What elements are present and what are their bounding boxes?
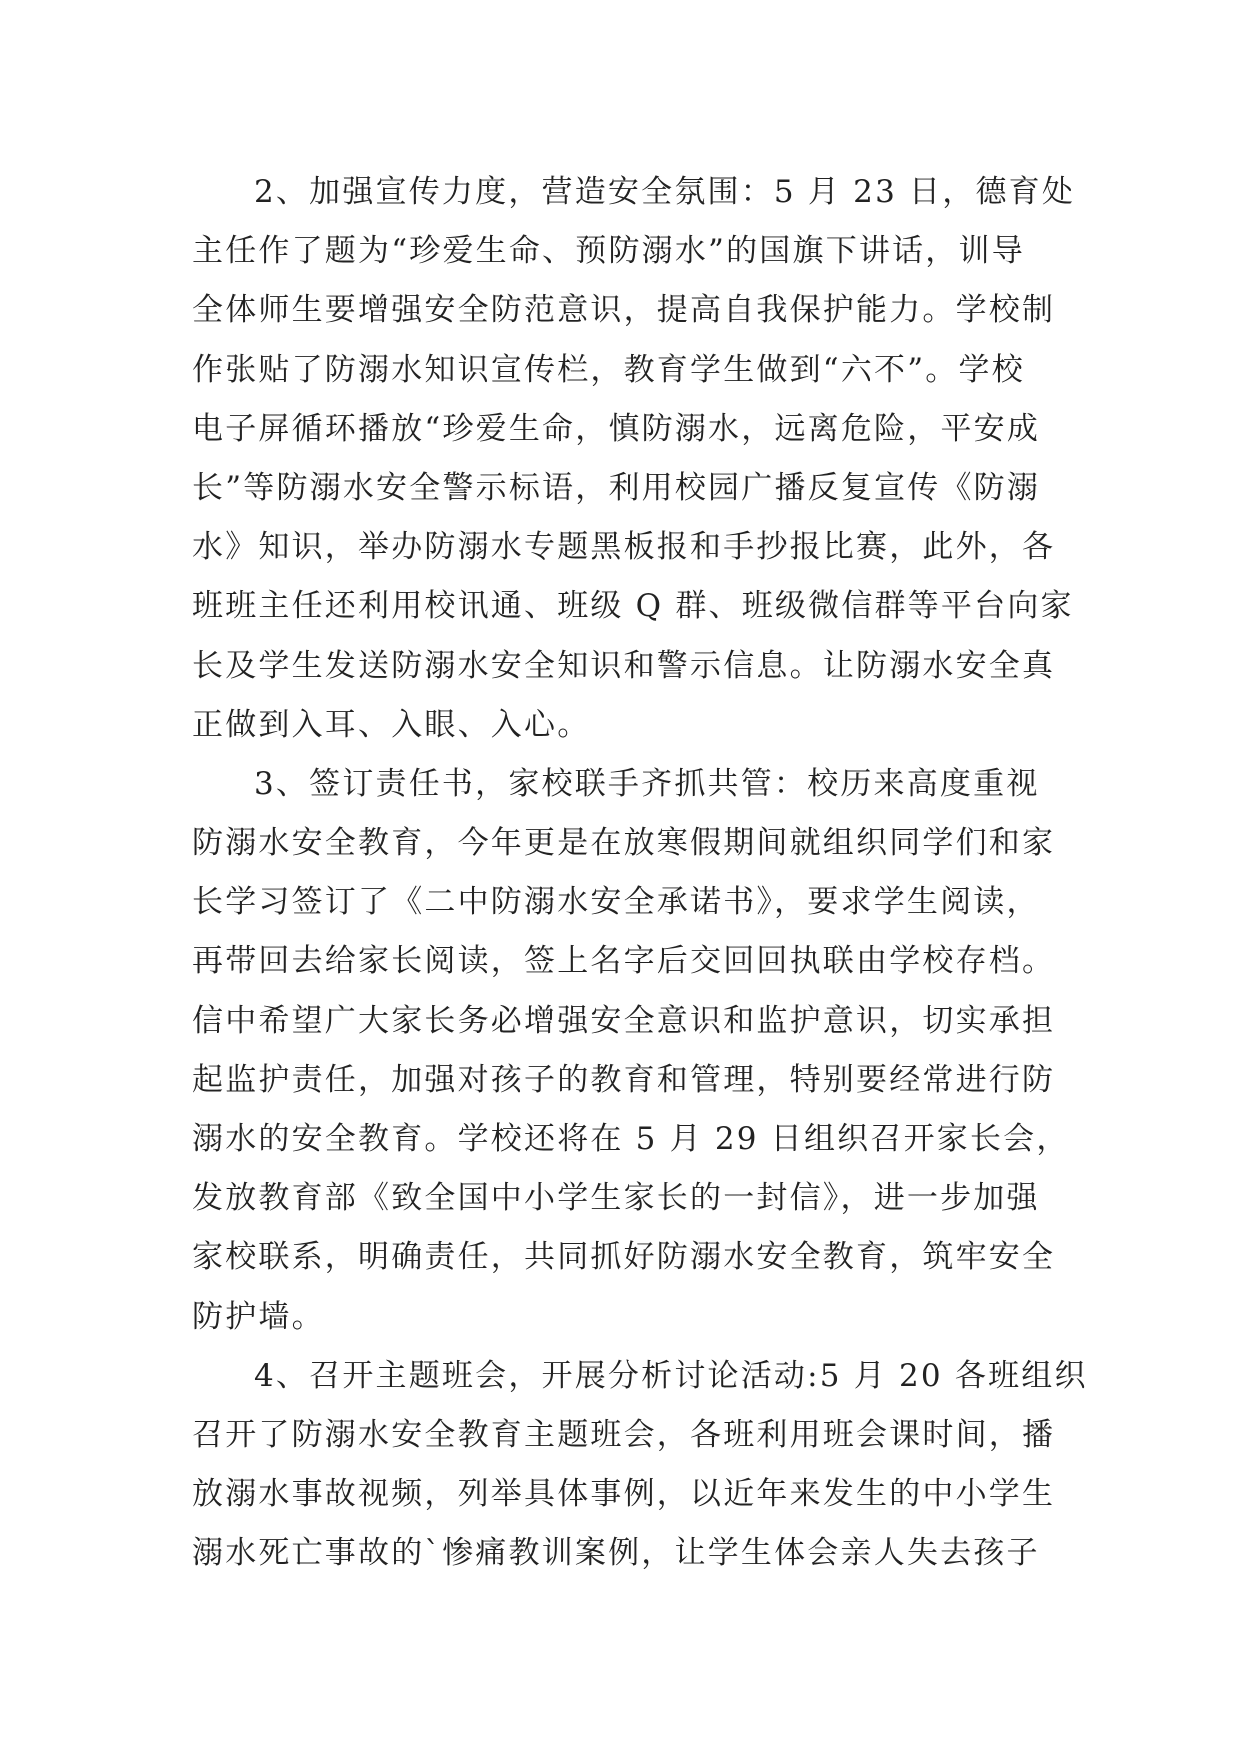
- paragraph-3-line-7: 溺水的安全教育。学校还将在 5 月 29 日组织召开家长会，: [192, 1121, 1070, 1157]
- paragraph-3-line-6: 起监护责任，加强对孩子的教育和管理，特别要经常进行防: [192, 1061, 1056, 1098]
- paragraph-2-line-7: 水》知识，举办防溺水专题黑板报和手抄报比赛，此外，各: [192, 529, 1056, 566]
- paragraph-4-line-2: 召开了防溺水安全教育主题班会，各班利用班会课时间，播: [192, 1416, 1056, 1453]
- paragraph-3-line-1: 3、签订责任书，家校联手齐抓共管：校历来高度重视: [254, 765, 1040, 802]
- paragraph-4-line-3: 放溺水事故视频，列举具体事例，以近年来发生的中小学生: [192, 1476, 1056, 1513]
- paragraph-3-line-10: 防护墙。: [192, 1298, 325, 1335]
- paragraph-3-line-8: 发放教育部《致全国中小学生家长的一封信》，进一步加强: [192, 1180, 1040, 1217]
- paragraph-2-line-3: 全体师生要增强安全防范意识，提高自我保护能力。学校制: [192, 292, 1056, 329]
- paragraph-3-line-9: 家校联系，明确责任，共同抓好防溺水安全教育，筑牢安全: [192, 1239, 1056, 1276]
- paragraph-3-line-2: 防溺水安全教育，今年更是在放寒假期间就组织同学们和家: [192, 825, 1056, 862]
- document-body: [192, 163, 1088, 1584]
- paragraph-3-line-4: 再带回去给家长阅读，签上名字后交回回执联由学校存档。: [192, 943, 1056, 980]
- paragraph-4-line-4: 溺水死亡事故的`惨痛教训案例，让学生体会亲人失去孩子: [192, 1535, 1040, 1572]
- paragraph-2-line-1: 2、加强宣传力度，营造安全氛围：5 月 23 日，德育处: [254, 174, 1076, 210]
- paragraph-3-line-5: 信中希望广大家长务必增强安全意识和监护意识，切实承担: [192, 1002, 1056, 1039]
- paragraph-2-line-4: 作张贴了防溺水知识宣传栏，教育学生做到“六不”。学校: [192, 351, 1025, 388]
- paragraph-2-line-8: 班班主任还利用校讯通、班级 Q 群、班级微信群等平台向家: [192, 588, 1074, 625]
- paragraph-2-line-2: 主任作了题为“珍爱生命、预防溺水”的国旗下讲话，训导: [192, 233, 1025, 270]
- paragraph-3-line-3: 长学习签订了《二中防溺水安全承诺书》，要求学生阅读，: [192, 884, 1040, 921]
- paragraph-2-line-6: 长”等防溺水安全警示标语，利用校园广播反复宣传《防溺: [192, 469, 1041, 506]
- paragraph-2-line-9: 长及学生发送防溺水安全知识和警示信息。让防溺水安全真: [192, 647, 1056, 684]
- paragraph-2-line-5: 电子屏循环播放“珍爱生命，慎防溺水，远离危险，平安成: [192, 410, 1041, 447]
- paragraph-4-line-1: 4、召开主题班会，开展分析讨论活动:5 月 20 各班组织: [254, 1357, 1088, 1394]
- paragraph-2-line-10: 正做到入耳、入眼、入心。: [192, 706, 591, 743]
